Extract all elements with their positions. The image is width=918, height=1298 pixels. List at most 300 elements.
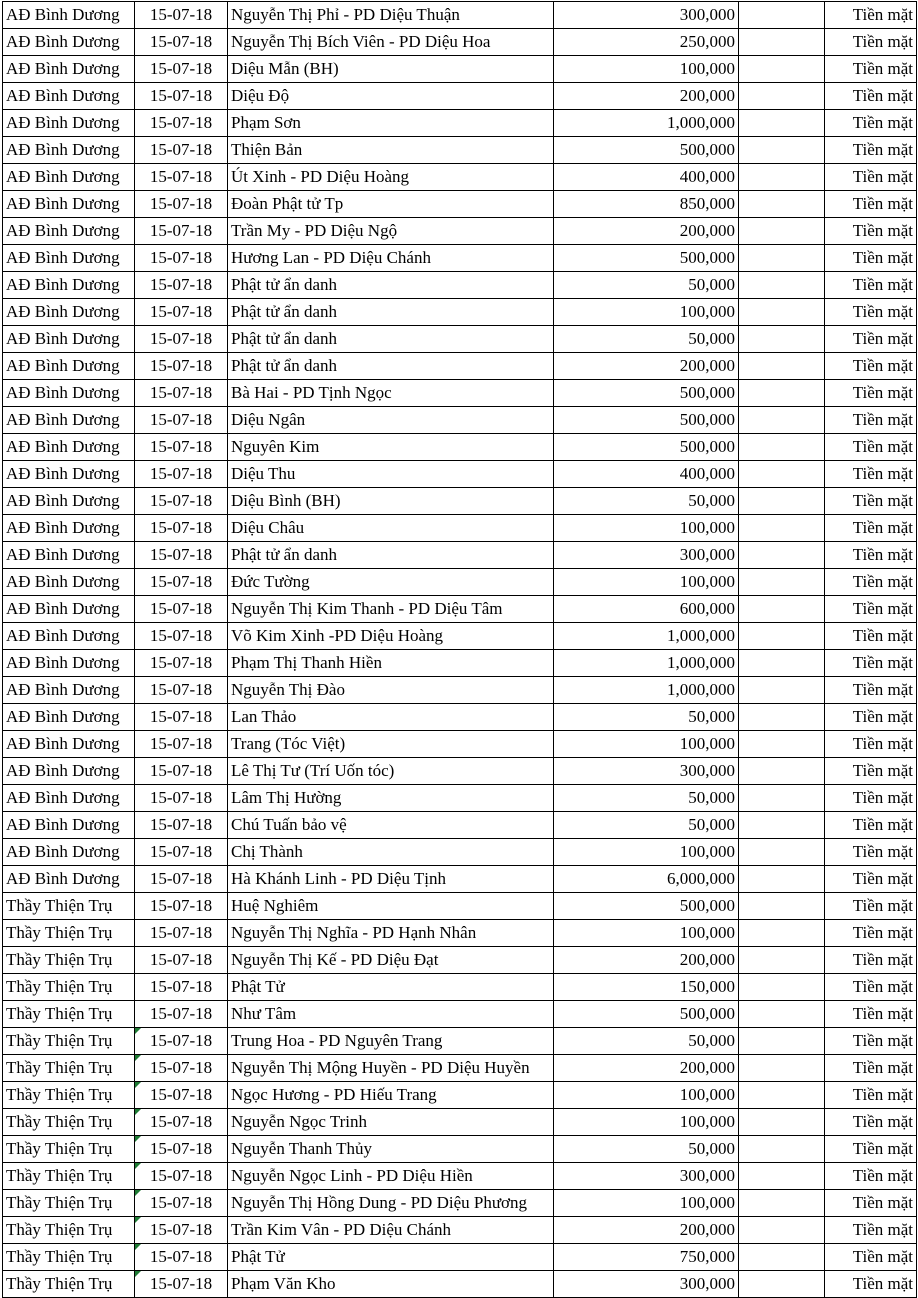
cell-empty[interactable] [739, 326, 825, 353]
cell-organization[interactable] [3, 515, 135, 542]
cell-date[interactable] [135, 299, 228, 326]
cell-donor-name[interactable] [228, 488, 554, 515]
cell-empty[interactable] [739, 569, 825, 596]
cell-amount[interactable] [554, 731, 739, 758]
cell-donor-name[interactable] [228, 1271, 554, 1298]
cell-donor-name[interactable] [228, 29, 554, 56]
cell-payment-method[interactable] [825, 1082, 917, 1109]
cell-donor-name[interactable] [228, 1055, 554, 1082]
error-indicator-icon [135, 1244, 141, 1250]
cell-empty[interactable] [739, 893, 825, 920]
cell-date[interactable] [135, 1055, 228, 1082]
cell-amount[interactable] [554, 866, 739, 893]
cell-empty[interactable] [739, 29, 825, 56]
cell-date[interactable] [135, 1163, 228, 1190]
cell-organization[interactable] [3, 488, 135, 515]
cell-organization[interactable] [3, 974, 135, 1001]
cell-donor-name[interactable] [228, 1109, 554, 1136]
cell-empty[interactable] [739, 677, 825, 704]
cell-date[interactable] [135, 272, 228, 299]
cell-amount[interactable] [554, 785, 739, 812]
cell-empty[interactable] [739, 812, 825, 839]
cell-empty[interactable] [739, 380, 825, 407]
cell-empty[interactable] [739, 947, 825, 974]
cell-date[interactable] [135, 623, 228, 650]
cell-amount[interactable] [554, 893, 739, 920]
cell-empty[interactable] [739, 1271, 825, 1298]
cell-payment-method[interactable] [825, 29, 917, 56]
cell-donor-name[interactable] [228, 218, 554, 245]
cell-donor-name[interactable] [228, 299, 554, 326]
cell-donor-name[interactable] [228, 164, 554, 191]
cell-donor-name[interactable] [228, 1001, 554, 1028]
cell-organization[interactable] [3, 56, 135, 83]
cell-amount[interactable] [554, 1109, 739, 1136]
cell-date[interactable] [135, 380, 228, 407]
cell-donor-name[interactable] [228, 731, 554, 758]
cell-organization[interactable] [3, 407, 135, 434]
cell-empty[interactable] [739, 137, 825, 164]
cell-date[interactable] [135, 974, 228, 1001]
cell-amount[interactable] [554, 1163, 739, 1190]
cell-donor-name[interactable] [228, 110, 554, 137]
cell-organization[interactable] [3, 839, 135, 866]
cell-empty[interactable] [739, 1136, 825, 1163]
cell-amount[interactable] [554, 1028, 739, 1055]
cell-amount[interactable] [554, 947, 739, 974]
cell-date[interactable] [135, 83, 228, 110]
cell-payment-method[interactable] [825, 488, 917, 515]
cell-amount[interactable] [554, 758, 739, 785]
cell-date[interactable] [135, 1217, 228, 1244]
cell-empty[interactable] [739, 623, 825, 650]
cell-payment-method[interactable] [825, 515, 917, 542]
cell-donor-name[interactable] [228, 569, 554, 596]
cell-payment-method[interactable] [825, 731, 917, 758]
cell-empty[interactable] [739, 515, 825, 542]
cell-empty[interactable] [739, 245, 825, 272]
cell-amount[interactable] [554, 137, 739, 164]
cell-date[interactable] [135, 407, 228, 434]
cell-organization[interactable] [3, 812, 135, 839]
cell-organization[interactable] [3, 623, 135, 650]
cell-payment-method[interactable] [825, 83, 917, 110]
cell-donor-name[interactable] [228, 1217, 554, 1244]
cell-organization[interactable] [3, 164, 135, 191]
cell-empty[interactable] [739, 704, 825, 731]
cell-amount[interactable] [554, 191, 739, 218]
cell-date[interactable] [135, 56, 228, 83]
cell-date[interactable] [135, 1136, 228, 1163]
cell-amount[interactable] [554, 299, 739, 326]
cell-amount[interactable] [554, 272, 739, 299]
cell-amount[interactable] [554, 1055, 739, 1082]
cell-empty[interactable] [739, 461, 825, 488]
cell-amount-text: 50,000 [688, 1031, 735, 1050]
cell-payment-method[interactable] [825, 785, 917, 812]
cell-empty[interactable] [739, 1109, 825, 1136]
cell-organization[interactable] [3, 866, 135, 893]
cell-payment-method[interactable] [825, 1163, 917, 1190]
cell-organization[interactable] [3, 893, 135, 920]
cell-donor-name[interactable] [228, 1136, 554, 1163]
cell-organization[interactable] [3, 1136, 135, 1163]
cell-empty[interactable] [739, 1082, 825, 1109]
cell-organization[interactable] [3, 245, 135, 272]
cell-date[interactable] [135, 1082, 228, 1109]
cell-organization[interactable] [3, 110, 135, 137]
cell-organization[interactable] [3, 758, 135, 785]
cell-organization[interactable] [3, 947, 135, 974]
cell-amount[interactable] [554, 623, 739, 650]
cell-payment-method[interactable] [825, 677, 917, 704]
cell-amount[interactable] [554, 29, 739, 56]
cell-date-text: 15-07-18 [149, 545, 213, 564]
cell-payment-method[interactable] [825, 353, 917, 380]
table-row [3, 1217, 917, 1244]
cell-date[interactable] [135, 1190, 228, 1217]
cell-amount[interactable] [554, 110, 739, 137]
cell-organization[interactable] [3, 191, 135, 218]
table-row [3, 488, 917, 515]
cell-amount[interactable] [554, 1271, 739, 1298]
cell-empty[interactable] [739, 920, 825, 947]
cell-date[interactable] [135, 164, 228, 191]
cell-payment-method[interactable] [825, 1244, 917, 1271]
cell-amount[interactable] [554, 839, 739, 866]
cell-date[interactable] [135, 245, 228, 272]
cell-donor-name[interactable] [228, 785, 554, 812]
table-row [3, 326, 917, 353]
cell-organization[interactable] [3, 1028, 135, 1055]
cell-donor-name[interactable] [228, 191, 554, 218]
cell-payment-method[interactable] [825, 542, 917, 569]
cell-organization[interactable] [3, 1163, 135, 1190]
cell-date[interactable] [135, 893, 228, 920]
cell-amount[interactable] [554, 434, 739, 461]
cell-amount[interactable] [554, 353, 739, 380]
cell-date[interactable] [135, 2, 228, 29]
cell-payment-method[interactable] [825, 164, 917, 191]
cell-date[interactable] [135, 704, 228, 731]
cell-amount[interactable] [554, 569, 739, 596]
cell-amount[interactable] [554, 164, 739, 191]
cell-payment-method[interactable] [825, 1271, 917, 1298]
cell-payment-method[interactable] [825, 380, 917, 407]
cell-empty[interactable] [739, 488, 825, 515]
cell-amount[interactable] [554, 515, 739, 542]
cell-organization[interactable] [3, 731, 135, 758]
cell-empty[interactable] [739, 56, 825, 83]
cell-payment-method[interactable] [825, 245, 917, 272]
cell-date[interactable] [135, 1271, 228, 1298]
cell-donor-name[interactable] [228, 920, 554, 947]
cell-organization[interactable] [3, 1082, 135, 1109]
cell-amount[interactable] [554, 812, 739, 839]
cell-organization[interactable] [3, 380, 135, 407]
cell-organization[interactable] [3, 704, 135, 731]
cell-organization[interactable] [3, 2, 135, 29]
cell-payment-method[interactable] [825, 758, 917, 785]
cell-payment-method[interactable] [825, 596, 917, 623]
cell-organization[interactable] [3, 1244, 135, 1271]
cell-donor-name[interactable] [228, 677, 554, 704]
cell-date[interactable] [135, 920, 228, 947]
cell-empty[interactable] [739, 974, 825, 1001]
cell-donor-name[interactable] [228, 947, 554, 974]
cell-payment-method[interactable] [825, 191, 917, 218]
cell-date[interactable] [135, 488, 228, 515]
cell-empty[interactable] [739, 191, 825, 218]
cell-amount[interactable] [554, 1001, 739, 1028]
cell-payment-method-text: Tiền mặt [852, 140, 913, 159]
cell-date[interactable] [135, 839, 228, 866]
cell-donor-name[interactable] [228, 245, 554, 272]
cell-date[interactable] [135, 461, 228, 488]
cell-donor-name[interactable] [228, 461, 554, 488]
cell-date[interactable] [135, 758, 228, 785]
cell-empty[interactable] [739, 1163, 825, 1190]
cell-donor-name[interactable] [228, 893, 554, 920]
cell-payment-method[interactable] [825, 56, 917, 83]
cell-organization[interactable] [3, 785, 135, 812]
cell-empty[interactable] [739, 650, 825, 677]
cell-donor-name[interactable] [228, 353, 554, 380]
cell-date[interactable] [135, 353, 228, 380]
cell-payment-method[interactable] [825, 1028, 917, 1055]
cell-donor-name[interactable] [228, 56, 554, 83]
cell-date[interactable] [135, 812, 228, 839]
cell-date[interactable] [135, 542, 228, 569]
cell-donor-name[interactable] [228, 434, 554, 461]
cell-payment-method[interactable] [825, 920, 917, 947]
cell-empty[interactable] [739, 83, 825, 110]
cell-organization[interactable] [3, 650, 135, 677]
cell-organization[interactable] [3, 542, 135, 569]
cell-empty[interactable] [739, 1244, 825, 1271]
cell-date[interactable] [135, 29, 228, 56]
cell-organization[interactable] [3, 218, 135, 245]
cell-organization[interactable] [3, 83, 135, 110]
cell-payment-method[interactable] [825, 1055, 917, 1082]
cell-date[interactable] [135, 218, 228, 245]
cell-organization[interactable] [3, 596, 135, 623]
cell-payment-method[interactable] [825, 704, 917, 731]
cell-amount[interactable] [554, 1136, 739, 1163]
cell-donor-name[interactable] [228, 83, 554, 110]
cell-payment-method[interactable] [825, 2, 917, 29]
cell-amount[interactable] [554, 2, 739, 29]
cell-date[interactable] [135, 866, 228, 893]
cell-donor-name[interactable] [228, 2, 554, 29]
cell-date[interactable] [135, 1244, 228, 1271]
cell-donor-name[interactable] [228, 1244, 554, 1271]
cell-amount[interactable] [554, 1082, 739, 1109]
cell-amount[interactable] [554, 974, 739, 1001]
cell-empty[interactable] [739, 866, 825, 893]
cell-organization[interactable] [3, 1055, 135, 1082]
cell-empty[interactable] [739, 1190, 825, 1217]
cell-date[interactable] [135, 785, 228, 812]
cell-organization[interactable] [3, 1271, 135, 1298]
cell-organization[interactable] [3, 677, 135, 704]
cell-date[interactable] [135, 1028, 228, 1055]
cell-payment-method[interactable] [825, 974, 917, 1001]
cell-empty[interactable] [739, 731, 825, 758]
cell-donor-name[interactable] [228, 758, 554, 785]
cell-payment-method[interactable] [825, 947, 917, 974]
cell-donor-name[interactable] [228, 704, 554, 731]
cell-amount[interactable] [554, 1190, 739, 1217]
cell-date[interactable] [135, 110, 228, 137]
cell-donor-name[interactable] [228, 380, 554, 407]
cell-date[interactable] [135, 677, 228, 704]
cell-donor-name[interactable] [228, 839, 554, 866]
cell-organization[interactable] [3, 1217, 135, 1244]
cell-donor-name[interactable] [228, 407, 554, 434]
cell-donor-name[interactable] [228, 1163, 554, 1190]
cell-donor-name[interactable] [228, 137, 554, 164]
cell-payment-method[interactable] [825, 812, 917, 839]
cell-payment-method[interactable] [825, 1001, 917, 1028]
cell-date[interactable] [135, 434, 228, 461]
cell-date[interactable] [135, 326, 228, 353]
cell-donor-name[interactable] [228, 974, 554, 1001]
cell-donor-name[interactable] [228, 812, 554, 839]
cell-organization[interactable] [3, 1001, 135, 1028]
cell-amount[interactable] [554, 542, 739, 569]
cell-amount[interactable] [554, 488, 739, 515]
cell-organization[interactable] [3, 326, 135, 353]
cell-donor-name[interactable] [228, 596, 554, 623]
cell-empty[interactable] [739, 758, 825, 785]
cell-organization[interactable] [3, 29, 135, 56]
cell-donor-name[interactable] [228, 272, 554, 299]
cell-amount[interactable] [554, 650, 739, 677]
cell-empty[interactable] [739, 353, 825, 380]
cell-payment-method[interactable] [825, 407, 917, 434]
cell-empty[interactable] [739, 164, 825, 191]
cell-payment-method[interactable] [825, 218, 917, 245]
cell-empty[interactable] [739, 785, 825, 812]
cell-empty[interactable] [739, 272, 825, 299]
cell-empty[interactable] [739, 218, 825, 245]
cell-payment-method[interactable] [825, 569, 917, 596]
cell-payment-method[interactable] [825, 893, 917, 920]
cell-amount[interactable] [554, 56, 739, 83]
cell-empty[interactable] [739, 110, 825, 137]
table-row [3, 1136, 917, 1163]
cell-payment-method[interactable] [825, 650, 917, 677]
cell-amount[interactable] [554, 677, 739, 704]
cell-organization[interactable] [3, 569, 135, 596]
cell-amount[interactable] [554, 920, 739, 947]
cell-donor-name[interactable] [228, 1190, 554, 1217]
cell-empty[interactable] [739, 1217, 825, 1244]
cell-payment-method[interactable] [825, 299, 917, 326]
cell-payment-method[interactable] [825, 839, 917, 866]
cell-empty[interactable] [739, 839, 825, 866]
cell-amount[interactable] [554, 1244, 739, 1271]
cell-date[interactable] [135, 650, 228, 677]
cell-donor-name[interactable] [228, 1028, 554, 1055]
cell-amount[interactable] [554, 1217, 739, 1244]
cell-amount[interactable] [554, 380, 739, 407]
cell-payment-method[interactable] [825, 110, 917, 137]
cell-empty[interactable] [739, 1028, 825, 1055]
cell-payment-method[interactable] [825, 434, 917, 461]
cell-organization[interactable] [3, 1109, 135, 1136]
cell-amount[interactable] [554, 704, 739, 731]
cell-empty[interactable] [739, 596, 825, 623]
cell-date[interactable] [135, 515, 228, 542]
cell-donor-name[interactable] [228, 326, 554, 353]
cell-donor-name[interactable] [228, 515, 554, 542]
cell-payment-method[interactable] [825, 1217, 917, 1244]
cell-empty[interactable] [739, 299, 825, 326]
cell-payment-method[interactable] [825, 272, 917, 299]
cell-payment-method[interactable] [825, 461, 917, 488]
cell-donor-name[interactable] [228, 1082, 554, 1109]
cell-payment-method-text: Tiền mặt [852, 1004, 913, 1023]
cell-amount[interactable] [554, 83, 739, 110]
cell-payment-method[interactable] [825, 1109, 917, 1136]
cell-payment-method[interactable] [825, 1136, 917, 1163]
cell-organization[interactable] [3, 1190, 135, 1217]
cell-date[interactable] [135, 569, 228, 596]
cell-amount[interactable] [554, 407, 739, 434]
cell-organization[interactable] [3, 461, 135, 488]
cell-amount[interactable] [554, 326, 739, 353]
cell-payment-method[interactable] [825, 623, 917, 650]
cell-organization[interactable] [3, 434, 135, 461]
cell-empty[interactable] [739, 542, 825, 569]
cell-date[interactable] [135, 1001, 228, 1028]
cell-organization[interactable] [3, 353, 135, 380]
cell-payment-method[interactable] [825, 137, 917, 164]
cell-date[interactable] [135, 596, 228, 623]
cell-organization-text: AĐ Bình Dương [6, 5, 120, 24]
cell-organization-text: AĐ Bình Dương [6, 869, 120, 888]
cell-empty[interactable] [739, 407, 825, 434]
cell-donor-name[interactable] [228, 542, 554, 569]
cell-organization[interactable] [3, 137, 135, 164]
cell-organization[interactable] [3, 920, 135, 947]
cell-date-text: 15-07-18 [149, 167, 213, 186]
cell-donor-name[interactable] [228, 623, 554, 650]
cell-date[interactable] [135, 1109, 228, 1136]
cell-amount[interactable] [554, 245, 739, 272]
cell-empty[interactable] [739, 434, 825, 461]
cell-amount[interactable] [554, 218, 739, 245]
cell-date[interactable] [135, 137, 228, 164]
cell-donor-name[interactable] [228, 866, 554, 893]
cell-donor-name[interactable] [228, 650, 554, 677]
cell-date[interactable] [135, 731, 228, 758]
cell-payment-method[interactable] [825, 326, 917, 353]
cell-date[interactable] [135, 191, 228, 218]
cell-organization[interactable] [3, 272, 135, 299]
cell-empty[interactable] [739, 1055, 825, 1082]
cell-organization[interactable] [3, 299, 135, 326]
cell-date[interactable] [135, 947, 228, 974]
cell-empty[interactable] [739, 2, 825, 29]
cell-empty[interactable] [739, 1001, 825, 1028]
cell-payment-method[interactable] [825, 866, 917, 893]
cell-amount[interactable] [554, 596, 739, 623]
cell-payment-method[interactable] [825, 1190, 917, 1217]
cell-amount[interactable] [554, 461, 739, 488]
